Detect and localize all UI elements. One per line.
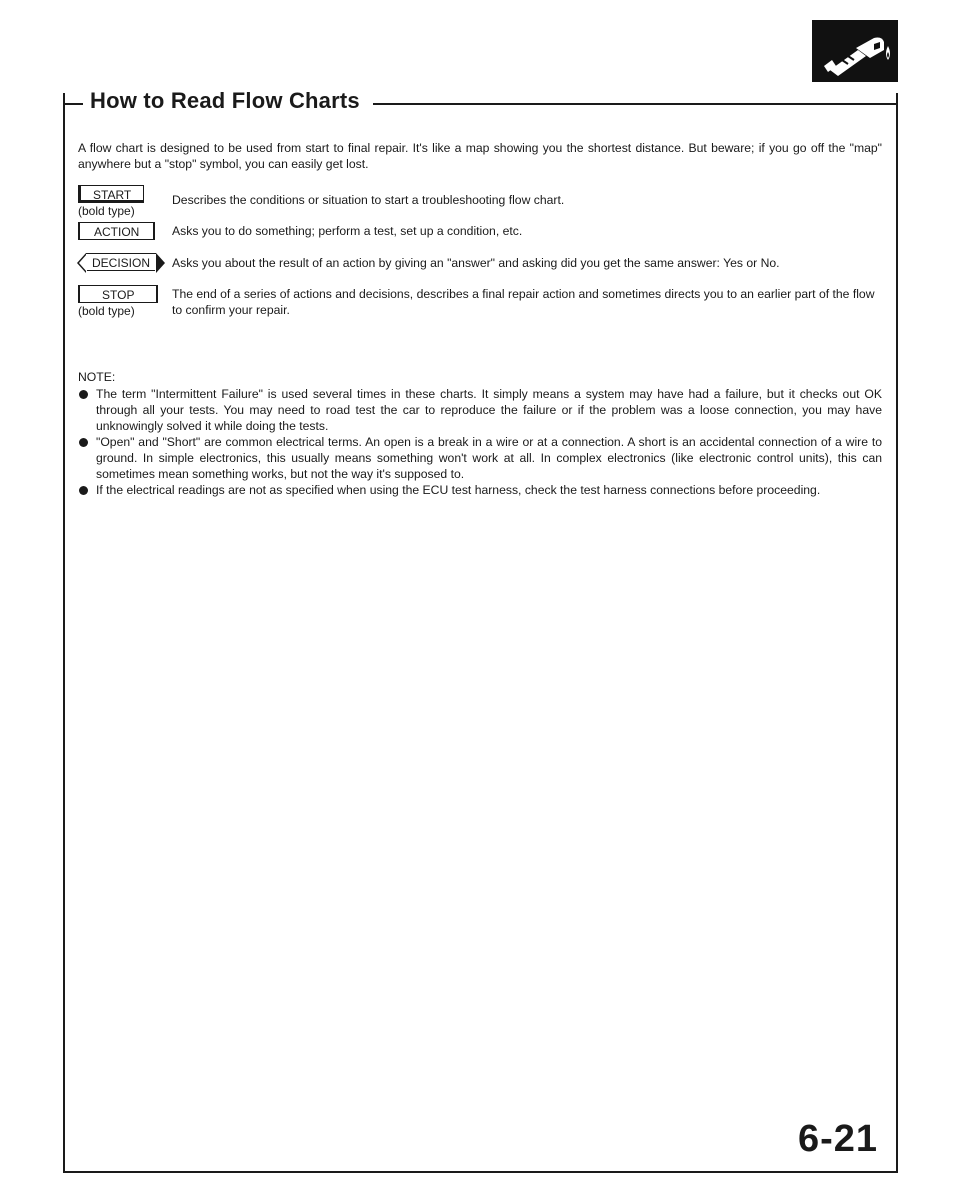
frame-top-rule-left <box>63 103 83 105</box>
start-description: Describes the conditions or situation to start a troubleshooting flow chart. <box>172 193 565 207</box>
page-title: How to Read Flow Charts <box>88 88 366 114</box>
decision-description: Asks you about the result of an action by giving an "answer" and asking did you get the same answer: Yes or No. <box>172 256 780 270</box>
note-item-text: The term "Intermittent Failure" is used several times in these charts. It simply means a system may have had a failure, but it checks out OK through all your tests. You may need to road test the car to reproduce the failure or if the problem was a loose connection, you may have unknowingly solved it while doing the tests. <box>96 387 882 433</box>
stop-description: The end of a series of actions and decisions, describes a final repair action and sometimes directs you to an earlier part of the flow to confirm your repair. <box>172 287 875 317</box>
frame-top-rule-right <box>373 103 898 105</box>
note-item <box>78 434 882 482</box>
note-item <box>78 386 882 434</box>
stop-symbol-note: (bold type) <box>78 304 135 318</box>
stop-symbol: STOP <box>78 285 158 303</box>
decision-symbol-label: DECISION <box>92 256 151 270</box>
note-item <box>78 482 882 498</box>
note-list <box>78 386 882 498</box>
fuel-nozzle-icon <box>812 20 898 82</box>
bullet-icon <box>79 486 88 495</box>
note-heading: NOTE: <box>78 370 116 384</box>
note-item-text: "Open" and "Short" are common electrical terms. An open is a break in a wire or at a connection. A short is an accidental connection of a wire to ground. In simple electronics, this usually means something won't work at all. In complex electronics (like electronic control units), this can sometimes mean something works, but not the way it's supposed to. <box>96 435 882 481</box>
action-description: Asks you to do something; perform a test, set up a condition, etc. <box>172 224 523 238</box>
action-symbol-box <box>78 222 166 241</box>
action-symbol: ACTION <box>78 222 155 240</box>
page-number: 6-21 <box>798 1118 879 1160</box>
start-symbol: START <box>78 185 144 203</box>
intro-paragraph: A flow chart is designed to be used from start to final repair. It's like a map showing you the shortest distance. But beware; if you go off the "map" anywhere but a "stop" symbol, you can easily get lost. <box>78 141 882 171</box>
bullet-icon <box>79 390 88 399</box>
decision-symbol-box <box>78 253 166 272</box>
start-symbol-box <box>78 185 166 218</box>
stop-symbol-box <box>78 285 166 318</box>
bullet-icon <box>79 438 88 447</box>
decision-symbol <box>86 253 156 271</box>
note-item-text: If the electrical readings are not as specified when using the ECU test harness, check the test harness connections before proceeding. <box>96 483 821 497</box>
start-symbol-note: (bold type) <box>78 204 135 218</box>
